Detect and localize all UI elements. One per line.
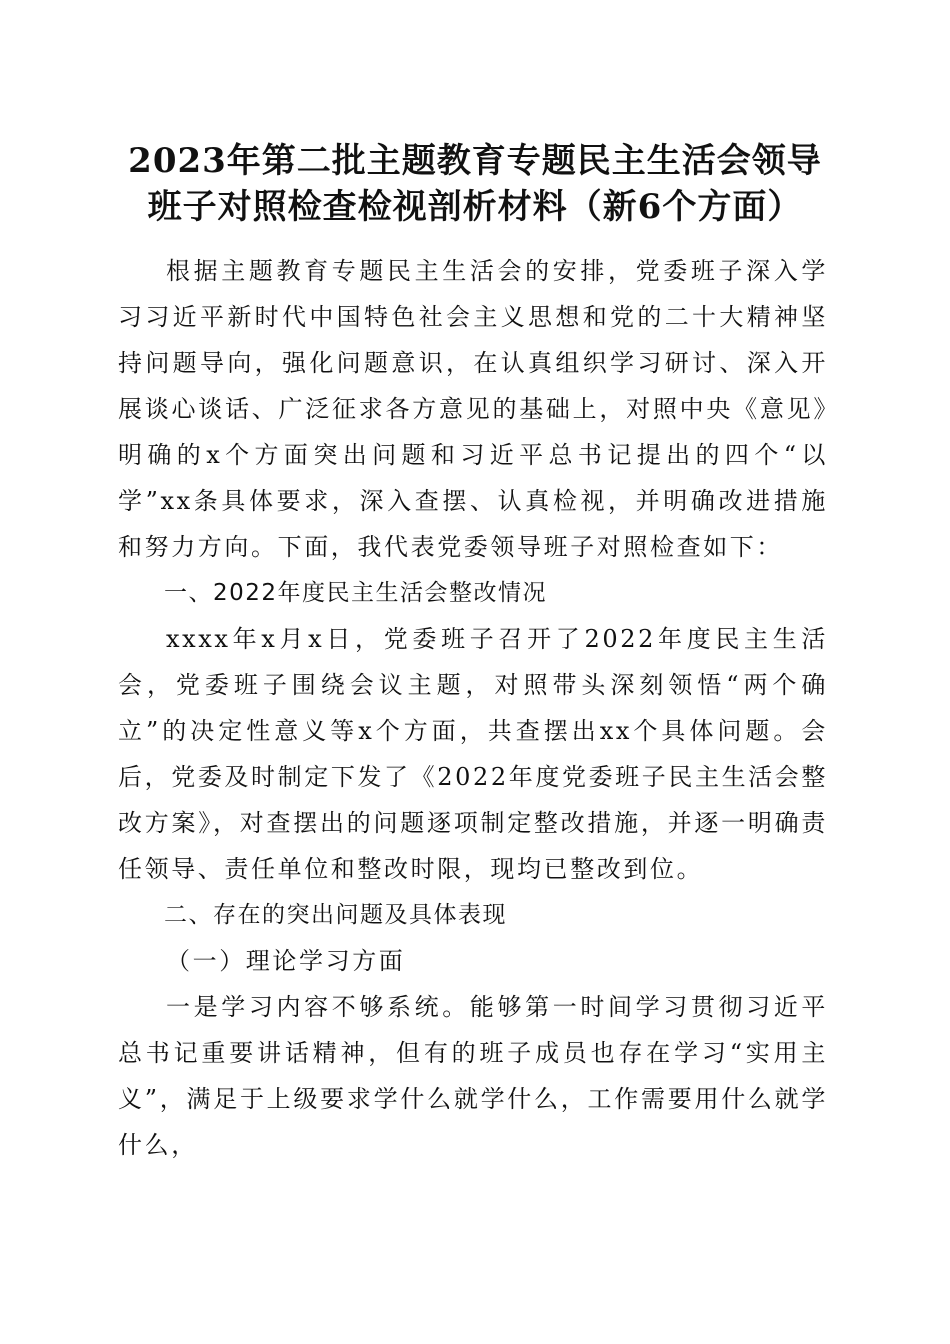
section-1-heading: 一、2022年度民主生活会整改情况 bbox=[164, 580, 548, 606]
subsection-1-paragraph: 一是学习内容不够系统。能够第一时间学习贯彻习近平总书记重要讲话精神，但有的班子成员也存在学习“实用主义”，满足于上级要求学什么就学什么，工作需要用什么就学什么， bbox=[118, 993, 828, 1159]
title-line-1: 2023年第二批主题教育专题民主生活会领导 bbox=[128, 141, 822, 181]
section-1-paragraph: xxxx年x月x日，党委班子召开了2022年度民主生活会，党委班子围绕会议主题，对照带头深刻领悟“两个确立”的决定性意义等x个方面，共查摆出xx个具体问题。会后，党委及时制定下发了《2022年度党委班子民主生活会整改方案》，对查摆出的问题逐项制定整改措施，并逐一明确责任领导、责任单位和整改时限，现均已整改到位。 bbox=[118, 625, 828, 883]
subsection-1-heading: （一）理论学习方面 bbox=[166, 947, 406, 975]
intro-paragraph: 根据主题教育专题民主生活会的安排，党委班子深入学习习近平新时代中国特色社会主义思想和党的二十大精神坚持问题导向，强化问题意识，在认真组织学习研讨、深入开展谈心谈话、广泛征求各方意见的基础上，对照中央《意见》明确的x个方面突出问题和习近平总书记提出的四个“以学”xx条具体要求，深入查摆、认真检视，并明确改进措施和努力方向。下面，我代表党委领导班子对照检查如下： bbox=[118, 257, 828, 561]
title-line-2: 班子对照检查检视剖析材料（新6个方面） bbox=[147, 187, 803, 227]
section-2-heading: 二、存在的突出问题及具体表现 bbox=[164, 902, 507, 928]
document-title bbox=[100, 138, 850, 230]
document-body bbox=[118, 248, 828, 1168]
